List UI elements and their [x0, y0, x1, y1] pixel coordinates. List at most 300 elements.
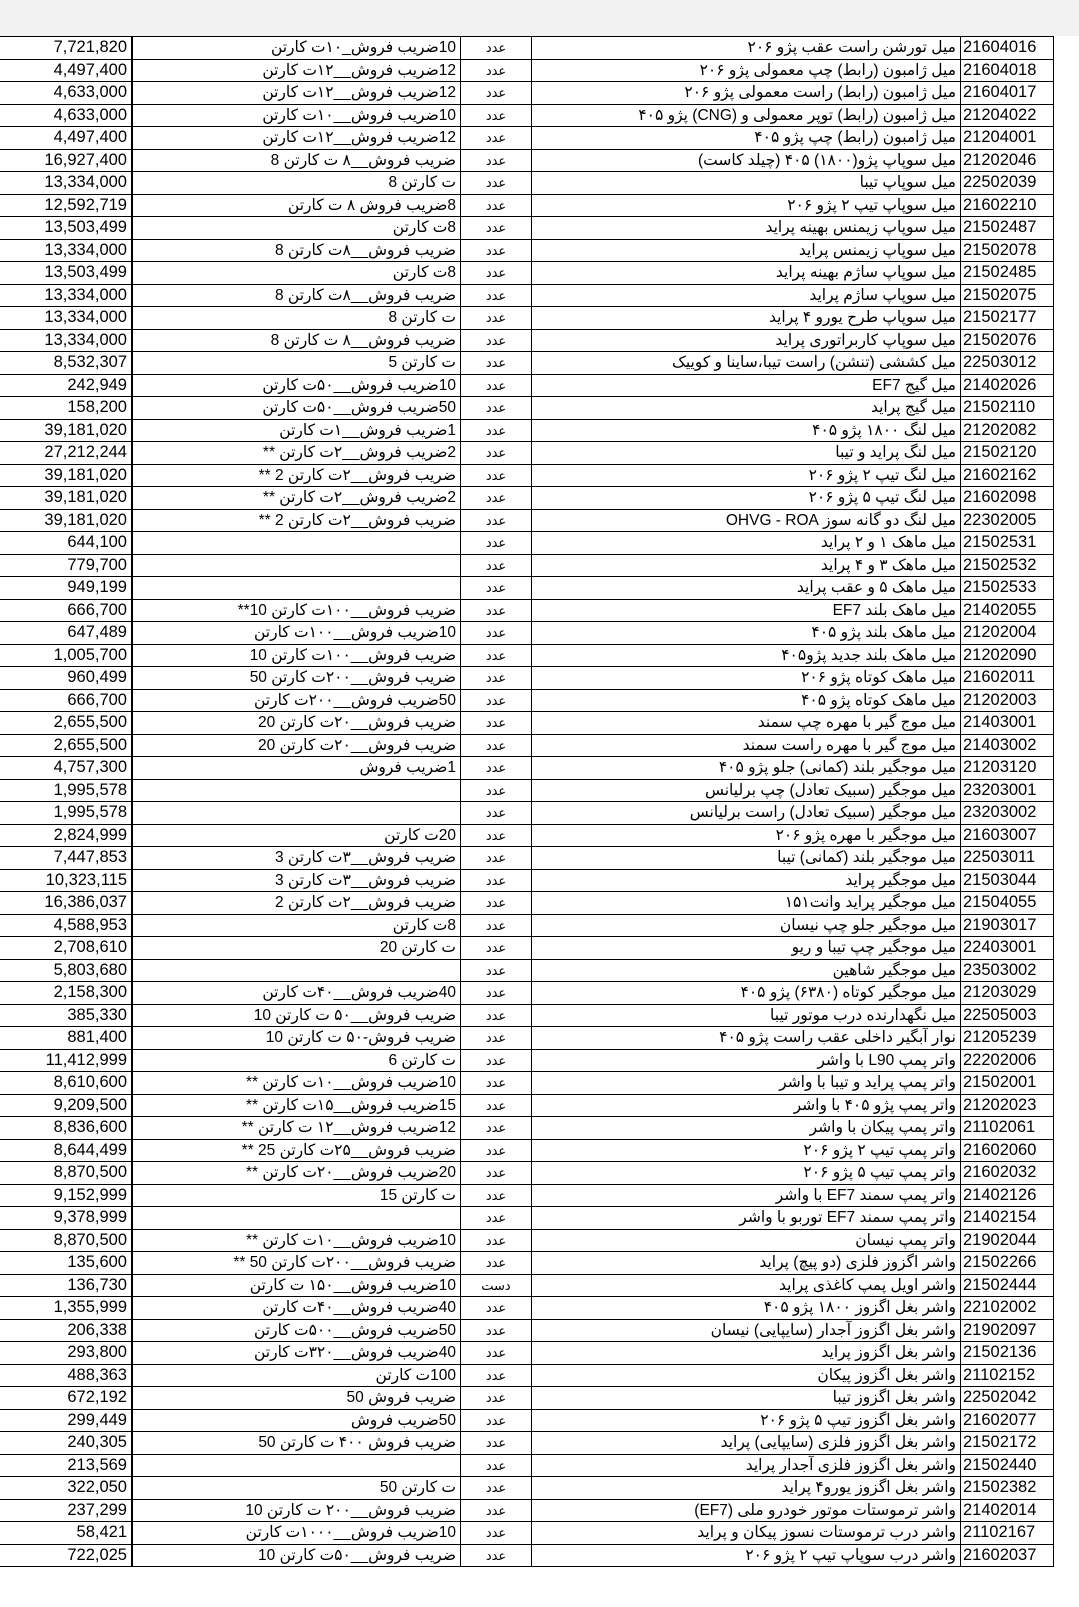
note-cell: 2ضریب فروش__۲ت کارتن ** [133, 487, 461, 509]
price-cell: 322,050 [0, 1477, 133, 1499]
item-code-cell: 22503012 [961, 352, 1054, 374]
table-row [0, 1162, 1054, 1185]
table-row [0, 60, 1054, 83]
note-cell: 10ضریب فروش_۱۰ت کارتن [133, 37, 461, 59]
note-cell: 20ضریب فروش__۲۰ت کارتن ** [133, 1162, 461, 1184]
note-cell: ت کارتن 50 [133, 1477, 461, 1499]
unit-cell: عدد [461, 1005, 532, 1027]
unit-cell: عدد [461, 352, 532, 374]
item-code-cell: 21504055 [961, 892, 1054, 914]
unit-cell: عدد [461, 1185, 532, 1207]
table-row [0, 1297, 1054, 1320]
price-cell: 8,870,500 [0, 1230, 133, 1252]
item-name-cell: واتر پمپ پژو ۴۰۵ با واشر [532, 1095, 961, 1117]
note-cell [133, 780, 461, 802]
price-cell: 385,330 [0, 1005, 133, 1027]
table-row [0, 1432, 1054, 1455]
item-name-cell: میل ماهک ۱ و ۲ پراید [532, 532, 961, 554]
note-cell: 50ضریب فروش__۵۰ت کارتن [133, 397, 461, 419]
sheet-header-band [0, 0, 1079, 36]
unit-cell: عدد [461, 1500, 532, 1522]
item-code-cell: 21203120 [961, 757, 1054, 779]
item-code-cell: 21204001 [961, 127, 1054, 149]
table-row [0, 420, 1054, 443]
price-cell: 8,644,499 [0, 1140, 133, 1162]
item-code-cell: 22302005 [961, 510, 1054, 532]
item-name-cell: واتر پمپ نیسان [532, 1230, 961, 1252]
item-name-cell: واتر پمپ پیکان با واشر [532, 1117, 961, 1139]
unit-cell: عدد [461, 127, 532, 149]
price-cell: 237,299 [0, 1500, 133, 1522]
table-row [0, 375, 1054, 398]
item-name-cell: میل موجگیر چپ تیبا و ریو [532, 937, 961, 959]
price-cell: 1,995,578 [0, 802, 133, 824]
item-name-cell: واشر بغل اگزوز پراید [532, 1342, 961, 1364]
unit-cell: عدد [461, 60, 532, 82]
item-code-cell: 21602011 [961, 667, 1054, 689]
table-row [0, 150, 1054, 173]
note-cell: 12ضریب فروش__۱۲ت کارتن [133, 127, 461, 149]
price-cell: 213,569 [0, 1455, 133, 1477]
price-cell: 9,209,500 [0, 1095, 133, 1117]
price-cell: 135,600 [0, 1252, 133, 1274]
item-code-cell: 21604018 [961, 60, 1054, 82]
table-row [0, 1005, 1054, 1028]
price-cell: 779,700 [0, 555, 133, 577]
table-row [0, 442, 1054, 465]
price-cell: 666,700 [0, 690, 133, 712]
note-cell: ضریب فروش__۸ت کارتن 8 [133, 285, 461, 307]
unit-cell: عدد [461, 1477, 532, 1499]
table-row [0, 1027, 1054, 1050]
price-list-table [0, 36, 1054, 1567]
note-cell: 40ضریب فروش__۳۲۰ت کارتن [133, 1342, 461, 1364]
unit-cell: عدد [461, 240, 532, 262]
item-code-cell: 21402026 [961, 375, 1054, 397]
price-cell: 7,447,853 [0, 847, 133, 869]
price-cell: 666,700 [0, 600, 133, 622]
unit-cell: عدد [461, 870, 532, 892]
note-cell: ضریب فروش__۲۰ت کارتن 20 [133, 712, 461, 734]
price-cell: 1,355,999 [0, 1297, 133, 1319]
note-cell: ضریب فروش__۸ ت کارتن 8 [133, 330, 461, 352]
price-cell: 2,655,500 [0, 735, 133, 757]
note-cell: ت کارتن 15 [133, 1185, 461, 1207]
item-name-cell: میل موجگیر کوتاه (۶۳۸۰) پژو ۴۰۵ [532, 982, 961, 1004]
unit-cell: عدد [461, 1117, 532, 1139]
item-code-cell: 21604016 [961, 37, 1054, 59]
note-cell: ت کارتن 8 [133, 172, 461, 194]
note-cell: 10ضریب فروش__۱۰۰ت کارتن [133, 622, 461, 644]
note-cell: 8ضریب فروش ۸ ت کارتن [133, 195, 461, 217]
table-row [0, 1410, 1054, 1433]
item-code-cell: 21602032 [961, 1162, 1054, 1184]
unit-cell: عدد [461, 442, 532, 464]
price-cell: 722,025 [0, 1545, 133, 1567]
unit-cell: عدد [461, 262, 532, 284]
item-name-cell: میل سوپاپ زیمنس بهینه پراید [532, 217, 961, 239]
item-code-cell: 21502001 [961, 1072, 1054, 1094]
table-row [0, 555, 1054, 578]
item-name-cell: میل سوپاپ ساژم پراید [532, 285, 961, 307]
unit-cell: عدد [461, 825, 532, 847]
item-name-cell: واشر اگزوز فلزی (دو پیچ) پراید [532, 1252, 961, 1274]
item-code-cell: 21402154 [961, 1207, 1054, 1229]
item-name-cell: واتر پمپ پراید و تیبا با واشر [532, 1072, 961, 1094]
item-code-cell: 21502076 [961, 330, 1054, 352]
table-row [0, 1500, 1054, 1523]
item-code-cell: 21203029 [961, 982, 1054, 1004]
price-cell: 299,449 [0, 1410, 133, 1432]
table-row [0, 532, 1054, 555]
item-code-cell: 21602077 [961, 1410, 1054, 1432]
note-cell: 10ضریب فروش__۱۰ت کارتن ** [133, 1230, 461, 1252]
table-row [0, 465, 1054, 488]
price-cell: 4,757,300 [0, 757, 133, 779]
unit-cell: عدد [461, 37, 532, 59]
table-row [0, 600, 1054, 623]
table-row [0, 690, 1054, 713]
item-code-cell: 21202046 [961, 150, 1054, 172]
item-code-cell: 21503044 [961, 870, 1054, 892]
item-code-cell: 21202003 [961, 690, 1054, 712]
price-cell: 16,386,037 [0, 892, 133, 914]
price-cell: 27,212,244 [0, 442, 133, 464]
table-row [0, 1477, 1054, 1500]
item-code-cell: 21204022 [961, 105, 1054, 127]
table-row [0, 1185, 1054, 1208]
price-cell: 293,800 [0, 1342, 133, 1364]
price-cell: 647,489 [0, 622, 133, 644]
note-cell: 12ضریب فروش__۱۲ ت کارتن ** [133, 1117, 461, 1139]
note-cell: 40ضریب فروش__۴۰ت کارتن [133, 982, 461, 1004]
table-row [0, 982, 1054, 1005]
item-code-cell: 21502172 [961, 1432, 1054, 1454]
item-code-cell: 23503002 [961, 960, 1054, 982]
unit-cell: عدد [461, 712, 532, 734]
table-row [0, 397, 1054, 420]
note-cell: ضریب فروش__۵۰ ت کارتن 10 [133, 1005, 461, 1027]
item-name-cell: میل سوپاپ ساژم بهینه پراید [532, 262, 961, 284]
note-cell [133, 802, 461, 824]
price-cell: 4,633,000 [0, 105, 133, 127]
price-cell: 13,334,000 [0, 307, 133, 329]
note-cell: ت کارتن 6 [133, 1050, 461, 1072]
price-cell: 13,334,000 [0, 240, 133, 262]
item-code-cell: 21403002 [961, 735, 1054, 757]
item-code-cell: 23203001 [961, 780, 1054, 802]
item-name-cell: میل تورشن راست عقب پژو ۲۰۶ [532, 37, 961, 59]
item-name-cell: واتر پمپ سمند EF7 توربو با واشر [532, 1207, 961, 1229]
table-row [0, 1455, 1054, 1478]
item-name-cell: میل سوپاپ تیبا [532, 172, 961, 194]
unit-cell: عدد [461, 420, 532, 442]
item-code-cell: 21602037 [961, 1545, 1054, 1567]
price-cell: 39,181,020 [0, 487, 133, 509]
item-code-cell: 21502532 [961, 555, 1054, 577]
item-code-cell: 21403001 [961, 712, 1054, 734]
table-row [0, 1140, 1054, 1163]
item-name-cell: میل موجگیر پراید وانت۱۵۱ [532, 892, 961, 914]
item-code-cell: 21502444 [961, 1275, 1054, 1297]
unit-cell: عدد [461, 1027, 532, 1049]
item-name-cell: میل موجگیر پراید [532, 870, 961, 892]
item-code-cell: 21502075 [961, 285, 1054, 307]
item-name-cell: واشر بغل اگزوز پیکان [532, 1365, 961, 1387]
table-row [0, 262, 1054, 285]
item-name-cell: میل نگهدارنده درب موتور تیبا [532, 1005, 961, 1027]
table-row [0, 1545, 1054, 1568]
note-cell: 100ت کارتن [133, 1365, 461, 1387]
item-code-cell: 21903017 [961, 915, 1054, 937]
note-cell [133, 1207, 461, 1229]
table-row [0, 240, 1054, 263]
price-cell: 2,158,300 [0, 982, 133, 1004]
table-row [0, 105, 1054, 128]
item-code-cell: 21603007 [961, 825, 1054, 847]
unit-cell: عدد [461, 622, 532, 644]
item-code-cell: 21202090 [961, 645, 1054, 667]
unit-cell: عدد [461, 1050, 532, 1072]
note-cell: 12ضریب فروش__۱۲ت کارتن [133, 60, 461, 82]
item-name-cell: واشر بغل اگزوز فلزی (سایپایی) پراید [532, 1432, 961, 1454]
note-cell: ضریب فروش__۵۰ت کارتن 10 [133, 1545, 461, 1567]
unit-cell: عدد [461, 307, 532, 329]
item-name-cell: میل گیج EF7 [532, 375, 961, 397]
item-name-cell: میل موجگیر شاهین [532, 960, 961, 982]
unit-cell: عدد [461, 105, 532, 127]
table-row [0, 510, 1054, 533]
item-code-cell: 21402014 [961, 1500, 1054, 1522]
price-cell: 242,949 [0, 375, 133, 397]
note-cell: ت کارتن 8 [133, 307, 461, 329]
item-code-cell: 23203002 [961, 802, 1054, 824]
price-cell: 13,334,000 [0, 330, 133, 352]
price-cell: 4,588,953 [0, 915, 133, 937]
table-row [0, 1275, 1054, 1298]
item-code-cell: 21502485 [961, 262, 1054, 284]
item-name-cell: میل سوپاپ طرح یورو ۴ پراید [532, 307, 961, 329]
item-code-cell: 21502177 [961, 307, 1054, 329]
item-code-cell: 22502039 [961, 172, 1054, 194]
note-cell: 10ضریب فروش__۱۰۰۰ت کارتن [133, 1522, 461, 1544]
item-code-cell: 22505003 [961, 1005, 1054, 1027]
note-cell: ضریب فروش__۲۰ت کارتن 20 [133, 735, 461, 757]
price-cell: 39,181,020 [0, 465, 133, 487]
unit-cell: عدد [461, 1252, 532, 1274]
table-row [0, 622, 1054, 645]
price-cell: 672,192 [0, 1387, 133, 1409]
table-row [0, 217, 1054, 240]
price-cell: 960,499 [0, 667, 133, 689]
item-code-cell: 21602210 [961, 195, 1054, 217]
price-cell: 158,200 [0, 397, 133, 419]
price-cell: 9,152,999 [0, 1185, 133, 1207]
unit-cell: عدد [461, 82, 532, 104]
note-cell: ضریب فروش__۲۰۰ ت کارتن 10 [133, 1500, 461, 1522]
item-name-cell: میل ماهک بلند جدید پژو۴۰۵ [532, 645, 961, 667]
item-name-cell: میل ماهک ۳ و ۴ پراید [532, 555, 961, 577]
note-cell: 50ضریب فروش [133, 1410, 461, 1432]
table-row [0, 1387, 1054, 1410]
price-cell: 949,199 [0, 577, 133, 599]
note-cell: 12ضریب فروش__۱۲ت کارتن [133, 82, 461, 104]
table-row [0, 1095, 1054, 1118]
item-code-cell: 21202023 [961, 1095, 1054, 1117]
unit-cell: عدد [461, 645, 532, 667]
table-row [0, 1365, 1054, 1388]
unit-cell: عدد [461, 487, 532, 509]
item-code-cell: 21902044 [961, 1230, 1054, 1252]
price-cell: 644,100 [0, 532, 133, 554]
note-cell: 8ت کارتن [133, 262, 461, 284]
price-cell: 16,927,400 [0, 150, 133, 172]
unit-cell: عدد [461, 892, 532, 914]
table-row [0, 1050, 1054, 1073]
unit-cell: عدد [461, 1072, 532, 1094]
unit-cell: عدد [461, 172, 532, 194]
price-cell: 1,005,700 [0, 645, 133, 667]
table-row [0, 825, 1054, 848]
table-row [0, 352, 1054, 375]
item-name-cell: واشر اویل پمپ کاغذی پراید [532, 1275, 961, 1297]
price-cell: 10,323,115 [0, 870, 133, 892]
item-name-cell: میل موجگیر (سبیک تعادل) چپ برلیانس [532, 780, 961, 802]
item-name-cell: میل سوپاپ زیمنس پراید [532, 240, 961, 262]
item-name-cell: میل لنگ تیپ ۲ پژو ۲۰۶ [532, 465, 961, 487]
note-cell: 2ضریب فروش__۲ت کارتن ** [133, 442, 461, 464]
unit-cell: عدد [461, 1522, 532, 1544]
table-row [0, 330, 1054, 353]
unit-cell: عدد [461, 600, 532, 622]
table-row [0, 577, 1054, 600]
price-cell: 5,803,680 [0, 960, 133, 982]
note-cell: 20ت کارتن [133, 825, 461, 847]
note-cell [133, 577, 461, 599]
table-row [0, 172, 1054, 195]
table-row [0, 1072, 1054, 1095]
unit-cell: عدد [461, 1455, 532, 1477]
item-code-cell: 21202004 [961, 622, 1054, 644]
price-cell: 4,633,000 [0, 82, 133, 104]
note-cell: 15ضریب فروش__۱۵ت کارتن ** [133, 1095, 461, 1117]
item-name-cell: واشر درب ترموستات نسوز پیکان و پراید [532, 1522, 961, 1544]
note-cell: ضریب فروش__۲۵ت کارتن 25 ** [133, 1140, 461, 1162]
note-cell: 10ضریب فروش__۱۰ت کارتن [133, 105, 461, 127]
price-cell: 12,592,719 [0, 195, 133, 217]
table-row [0, 960, 1054, 983]
item-name-cell: میل موجگیر بلند (کمانی) جلو پژو ۴۰۵ [532, 757, 961, 779]
item-code-cell: 21502533 [961, 577, 1054, 599]
table-row [0, 37, 1054, 60]
unit-cell: عدد [461, 1207, 532, 1229]
unit-cell: عدد [461, 1545, 532, 1567]
note-cell: ت کارتن 5 [133, 352, 461, 374]
note-cell: 40ضریب فروش__۴۰ت کارتن [133, 1297, 461, 1319]
item-name-cell: میل موجگیر با مهره پژو ۲۰۶ [532, 825, 961, 847]
unit-cell: عدد [461, 285, 532, 307]
table-row [0, 1522, 1054, 1545]
item-name-cell: واتر پمپ L90 با واشر [532, 1050, 961, 1072]
item-code-cell: 21502531 [961, 532, 1054, 554]
note-cell: ضریب فروش__۳ت کارتن 3 [133, 847, 461, 869]
item-name-cell: میل سوپاپ کاربراتوری پراید [532, 330, 961, 352]
unit-cell: عدد [461, 397, 532, 419]
price-cell: 7,721,820 [0, 37, 133, 59]
unit-cell: عدد [461, 960, 532, 982]
price-cell: 2,824,999 [0, 825, 133, 847]
unit-cell: عدد [461, 982, 532, 1004]
item-code-cell: 21102152 [961, 1365, 1054, 1387]
item-code-cell: 21902097 [961, 1320, 1054, 1342]
table-row [0, 802, 1054, 825]
price-cell: 8,532,307 [0, 352, 133, 374]
unit-cell: عدد [461, 330, 532, 352]
table-row [0, 82, 1054, 105]
item-name-cell: واشر ترموستات موتور خودرو ملی (EF7) [532, 1500, 961, 1522]
table-row [0, 847, 1054, 870]
price-cell: 206,338 [0, 1320, 133, 1342]
unit-cell: عدد [461, 915, 532, 937]
note-cell: 10ضریب فروش__۱۵۰ ت کارتن [133, 1275, 461, 1297]
note-cell: ضریب فروش__۸ ت کارتن 8 [133, 150, 461, 172]
price-cell: 4,497,400 [0, 60, 133, 82]
table-row [0, 1342, 1054, 1365]
table-row [0, 307, 1054, 330]
item-name-cell: میل ماهک کوتاه پژو ۴۰۵ [532, 690, 961, 712]
unit-cell: عدد [461, 465, 532, 487]
item-name-cell: میل سوپاپ تیپ ۲ پژو ۲۰۶ [532, 195, 961, 217]
item-name-cell: میل ژامبون (رابط) چپ معمولی پژو ۲۰۶ [532, 60, 961, 82]
note-cell: 8ت کارتن [133, 915, 461, 937]
item-name-cell: واتر پمپ تیپ ۵ پژو ۲۰۶ [532, 1162, 961, 1184]
note-cell: ضریب فروش__۸ت کارتن 8 [133, 240, 461, 262]
note-cell: 10ضریب فروش__۵۰ت کارتن [133, 375, 461, 397]
unit-cell: عدد [461, 780, 532, 802]
price-cell: 8,836,600 [0, 1117, 133, 1139]
note-cell: ضریب فروش ۴۰۰ ت کارتن 50 [133, 1432, 461, 1454]
item-code-cell: 21502266 [961, 1252, 1054, 1274]
note-cell [133, 555, 461, 577]
note-cell: ضریب فروش__۲ت کارتن 2 ** [133, 465, 461, 487]
price-cell: 13,503,499 [0, 262, 133, 284]
item-name-cell: میل ماهک بلند پژو ۴۰۵ [532, 622, 961, 644]
item-code-cell: 21502120 [961, 442, 1054, 464]
unit-cell: عدد [461, 375, 532, 397]
item-name-cell: واشر بغل اگزوز فلزی آجدار پراید [532, 1455, 961, 1477]
unit-cell: عدد [461, 577, 532, 599]
note-cell: 50ضریب فروش__۵۰۰ت کارتن [133, 1320, 461, 1342]
table-row [0, 712, 1054, 735]
note-cell: ت کارتن 20 [133, 937, 461, 959]
item-name-cell: واشر بغل اگزوز تیپ ۵ پژو ۲۰۶ [532, 1410, 961, 1432]
table-row [0, 892, 1054, 915]
table-row [0, 1230, 1054, 1253]
item-name-cell: میل لنگ پراید و تیبا [532, 442, 961, 464]
table-row [0, 285, 1054, 308]
table-row [0, 645, 1054, 668]
item-code-cell: 21502440 [961, 1455, 1054, 1477]
unit-cell: عدد [461, 1432, 532, 1454]
item-code-cell: 21205239 [961, 1027, 1054, 1049]
unit-cell: عدد [461, 1140, 532, 1162]
note-cell [133, 1455, 461, 1477]
note-cell: ضریب فروش-۵۰ ت کارتن 10 [133, 1027, 461, 1049]
price-cell: 881,400 [0, 1027, 133, 1049]
price-cell: 8,610,600 [0, 1072, 133, 1094]
item-code-cell: 22403001 [961, 937, 1054, 959]
unit-cell: عدد [461, 555, 532, 577]
